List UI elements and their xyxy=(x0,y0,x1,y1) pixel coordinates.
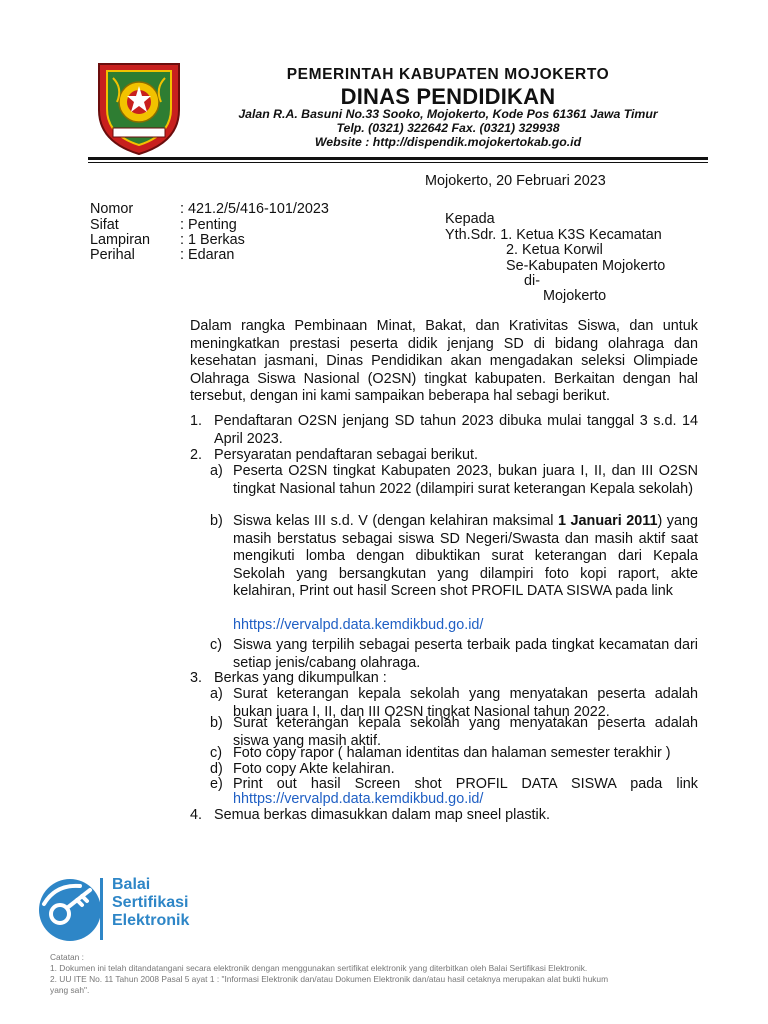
meta-label-nomor: Nomor xyxy=(90,201,134,217)
footnote-line3: yang sah". xyxy=(50,985,90,995)
intro-paragraph: Dalam rangka Pembinaan Minat, Bakat, dan Krativitas Siswa, dan untuk meningkatkan prestasi peserta didik jenjang SD di bidang olahraga dan kesehatan jasmani, Dinas Pendidikan akan mengadakan seleksi Olimpiade Olahraga Siswa Nasional (O2SN) tingkat kabupaten. Berkaitan dengan hal tersebut, dengan ini kami sampaikan beberapa hal sebagi berikut. xyxy=(190,318,698,404)
item-4-text: Semua berkas dimasukkan dalam map sneel plastik. xyxy=(214,807,550,823)
letter-date: Mojokerto, 20 Februari 2023 xyxy=(425,173,606,189)
letterhead-rule-thin xyxy=(88,162,708,163)
item-3a-text: Surat keterangan kepala sekolah yang menyatakan peserta adalah bukan juara I, II, dan III O2SN tingkat Nasional tahun 2022. xyxy=(233,686,698,720)
meta-label-lampiran: Lampiran xyxy=(90,232,150,248)
item-2a-text: Peserta O2SN tingkat Kabupaten 2023, bukan juara I, II, dan III O2SN tingkat Nasional tahun 2022 (dilampiri surat keterangan Kepala sekolah) xyxy=(233,463,698,497)
item-3-text: Berkas yang dikumpulkan : xyxy=(214,670,387,686)
meta-value-perihal: : Edaran xyxy=(180,247,235,263)
item-2b-letter: b) xyxy=(210,513,223,529)
recipient-di: di- xyxy=(524,273,540,289)
item-2b-link[interactable]: hhttps://vervalpd.data.kemdikbud.go.id/ xyxy=(233,617,484,633)
item-3c-text: Foto copy rapor ( halaman identitas dan halaman semester terakhir ) xyxy=(233,745,671,761)
bsre-name-line2: Sertifikasi xyxy=(112,894,189,911)
recipient-kepada: Kepada xyxy=(445,211,495,227)
item-2b-text-pre: Siswa kelas III s.d. V (dengan kelahiran maksimal xyxy=(233,513,558,529)
footnote-line1: 1. Dokumen ini telah ditandatangani secara elektronik dengan menggunakan sertifikat elektronik yang diterbitkan oleh Balai Sertifikasi Elektronik. xyxy=(50,963,588,973)
bsre-logo-icon xyxy=(36,874,106,944)
item-3c-letter: c) xyxy=(210,745,222,761)
item-1-text: Pendaftaran O2SN jenjang SD tahun 2023 dibuka mulai tanggal 3 s.d. 14 April 2023. xyxy=(214,413,698,447)
letterhead-rule-thick xyxy=(88,157,708,160)
letterhead-phone: Telp. (0321) 322642 Fax. (0321) 329938 xyxy=(336,121,560,135)
item-1-number: 1. xyxy=(190,413,203,429)
letterhead-government: PEMERINTAH KABUPATEN MOJOKERTO xyxy=(286,66,610,83)
item-2c-letter: c) xyxy=(210,637,222,653)
item-2-number: 2. xyxy=(190,447,203,463)
bsre-name-line3: Elektronik xyxy=(112,912,190,929)
item-3b-letter: b) xyxy=(210,715,223,731)
footnote-line2: 2. UU ITE No. 11 Tahun 2008 Pasal 5 ayat 1 : "Informasi Elektronik dan/atau Dokumen Elektronik dan/atau hasil cetaknya merupakan alat bukti hukum xyxy=(50,974,609,984)
meta-value-lampiran: : 1 Berkas xyxy=(180,232,245,248)
recipient-line3: Se-Kabupaten Mojokerto xyxy=(506,258,666,274)
item-3-number: 3. xyxy=(190,670,203,686)
item-2b-birthdate: 1 Januari 2011 xyxy=(557,513,658,529)
item-3d-letter: d) xyxy=(210,761,223,777)
item-3b-text: Surat keterangan kepala sekolah yang menyatakan peserta adalah siswa yang masih aktif. xyxy=(233,715,698,749)
item-4-number: 4. xyxy=(190,807,203,823)
letterhead-department: DINAS PENDIDIKAN xyxy=(340,84,556,109)
item-3e-letter: e) xyxy=(210,776,223,792)
meta-label-perihal: Perihal xyxy=(90,247,135,263)
bsre-name-line1: Balai xyxy=(112,876,151,893)
item-3e-text: Print out hasil Screen shot PROFIL DATA SISWA pada link xyxy=(233,776,698,792)
letterhead-address: Jalan R.A. Basuni No.33 Sooko, Mojokerto, Kode Pos 61361 Jawa Timur xyxy=(238,107,658,121)
item-2c-text: Siswa yang terpilih sebagai peserta terbaik pada tingkat kecamatan dari setiap jenis/cabang olahraga. xyxy=(233,637,698,671)
mojokerto-regency-emblem xyxy=(93,58,185,156)
item-2-text: Persyaratan pendaftaran sebagai berikut. xyxy=(214,447,478,463)
footnote-title: Catatan : xyxy=(50,952,84,962)
item-2a-letter: a) xyxy=(210,463,223,479)
recipient-line1: Yth.Sdr. 1. Ketua K3S Kecamatan xyxy=(445,227,662,243)
item-2b-text-post: ) yang masih berstatus sebagai siswa SD Negeri/Swasta dan masih aktif saat mengikuti lomba dengan dibuktikan surat keterangan dari Kepala Sekolah yang bersangkutan yang dilampiri foto kopi raport, akte kelahiran, Print out hasil Screen shot PROFIL DATA SISWA pada link xyxy=(233,513,698,599)
item-3a-letter: a) xyxy=(210,686,223,702)
recipient-line2: 2. Ketua Korwil xyxy=(506,242,603,258)
recipient-city: Mojokerto xyxy=(543,288,607,304)
item-2b-text xyxy=(233,513,698,601)
meta-label-sifat: Sifat xyxy=(90,217,119,233)
meta-value-nomor: : 421.2/5/416-101/2023 xyxy=(180,201,329,217)
letterhead-website: Website : http://dispendik.mojokertokab.go.id xyxy=(314,135,582,149)
meta-value-sifat: : Penting xyxy=(180,217,237,233)
item-3e-link[interactable]: hhttps://vervalpd.data.kemdikbud.go.id/ xyxy=(233,791,484,807)
item-3d-text: Foto copy Akte kelahiran. xyxy=(233,761,395,777)
